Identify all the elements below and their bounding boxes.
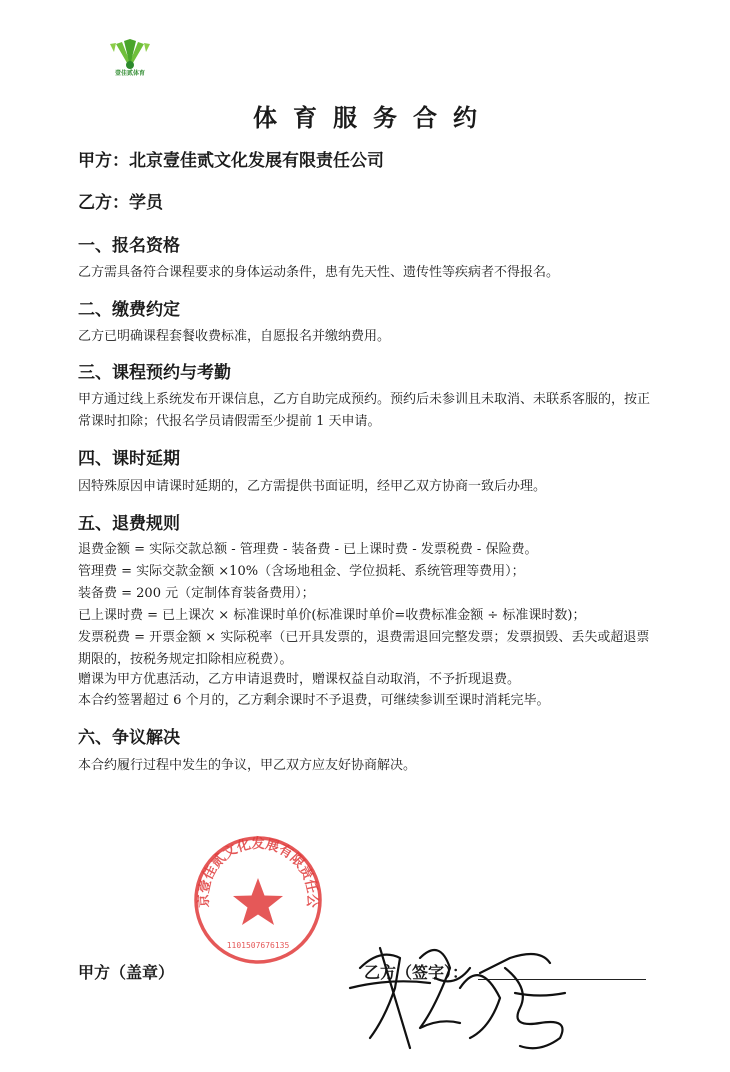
section-paragraph: 甲方通过线上系统发布开课信息，乙方自助完成预约。预约后未参训且未取消、未联系客服的，按正常课时扣除；代报名学员请假需至少提前 1 天申请。 (78, 392, 651, 429)
section-paragraph: 乙方需具备符合课程要求的身体运动条件，患有先天性、遗传性等疾病者不得报名。 (78, 265, 560, 280)
section-paragraph: 乙方已明确课程套餐收费标准，自愿报名并缴纳费用。 (78, 329, 391, 344)
section-paragraph: 已上课时费 = 已上课次 × 标准课时单价(标准课时单价=收费标准金额 ÷ 标准课时数)； (78, 608, 586, 623)
section-paragraph: 本合约签署超过 6 个月的，乙方剩余课时不予退费，可继续参训至课时消耗完毕。 (78, 693, 550, 708)
party-b-sign-label: 乙方（签字）： (364, 963, 469, 982)
section-heading: 一、报名资格 (78, 236, 180, 256)
svg-text:北京壹佳贰文化发展有限责任公司: 京壹佳贰文化发展有限责任公 (195, 836, 321, 909)
section-paragraph: 因特殊原因申请课时延期的，乙方需提供书面证明，经甲乙双方协商一致后办理。 (78, 479, 547, 494)
section-paragraph: 本合约履行过程中发生的争议，甲乙双方应友好协商解决。 (78, 758, 417, 773)
logo-text: 壹佳贰体育 (114, 70, 145, 77)
party-b: 乙方：学员 (78, 193, 163, 213)
section-heading: 二、缴费约定 (78, 300, 180, 320)
section-paragraph: 发票税费 = 开票金额 × 实际税率（已开具发票的，退费需退回完整发票；发票损毁、丢失或超退票期限的，按税务规定扣除相应税费）。 (78, 630, 650, 667)
section-heading: 三、课程预约与考勤 (78, 363, 231, 383)
company-seal (180, 826, 336, 972)
company-logo (106, 38, 154, 88)
svg-text:1101507676135: 1101507676135 (226, 941, 290, 950)
section-heading: 四、课时延期 (78, 449, 180, 469)
party-a: 甲方：北京壹佳贰文化发展有限责任公司 (78, 151, 384, 171)
section-heading: 五、退费规则 (78, 514, 180, 534)
section-paragraph: 退费金额 = 实际交款总额 - 管理费 - 装备费 - 已上课时费 - 发票税费 - 保险费。 (78, 542, 538, 557)
party-a-seal-label: 甲方（盖章） (78, 963, 175, 982)
seal-star-icon (233, 878, 283, 925)
section-paragraph: 装备费 = 200 元（定制体育装备费用）； (78, 586, 315, 601)
section-paragraph: 赠课为甲方优惠活动，乙方申请退费时，赠课权益自动取消，不予折现退费。 (78, 672, 521, 687)
shuttlecock-logo-icon (106, 38, 154, 70)
document-title: 体育服务合约 (253, 103, 493, 132)
section-paragraph: 管理费 = 实际交款金额 ×10%（含场地租金、学位损耗、系统管理等费用）； (78, 564, 525, 579)
handwritten-signature (340, 928, 590, 1058)
section-heading: 六、争议解决 (78, 728, 180, 748)
